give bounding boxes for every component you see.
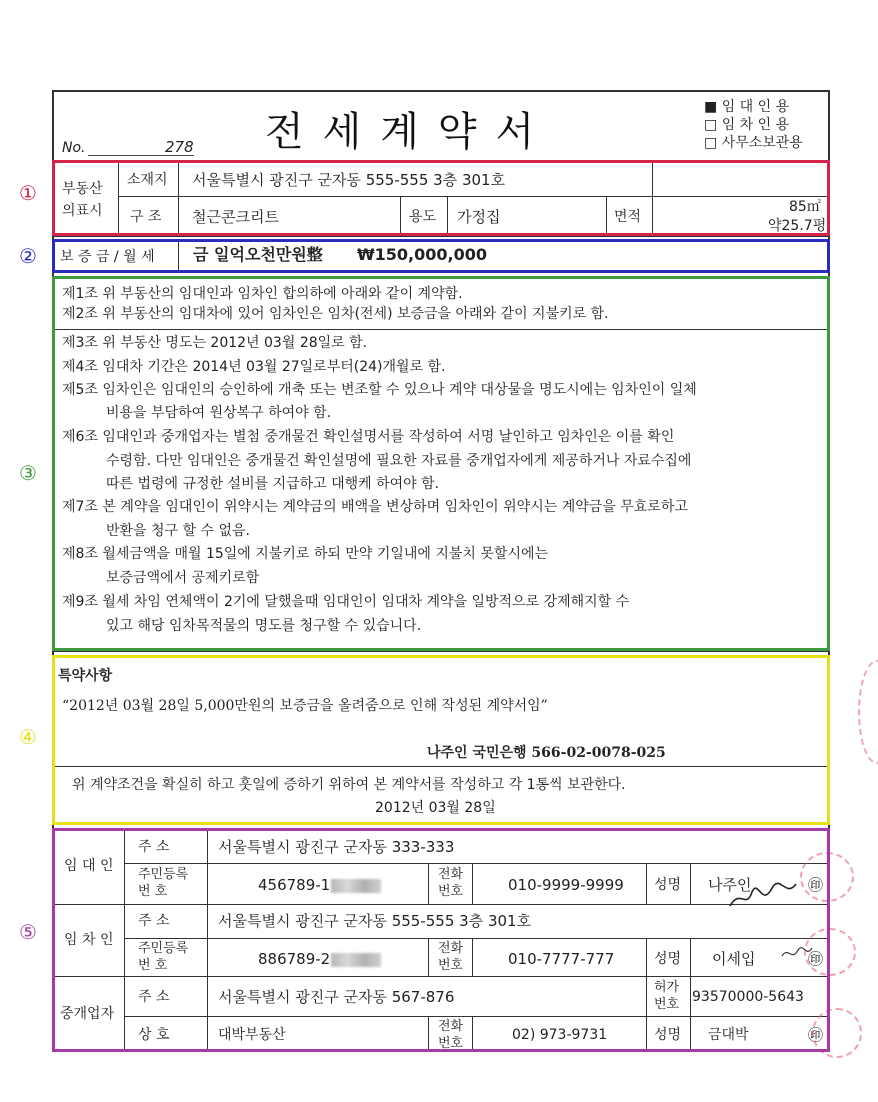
broker-license-label-2: 번호 xyxy=(654,997,680,1012)
broker-company: 대박부동산 xyxy=(218,1027,286,1043)
broker-company-label: 상 호 xyxy=(138,1027,170,1043)
broker-phone-label-2: 번호 xyxy=(438,1036,464,1051)
highlight-box-3 xyxy=(52,276,830,651)
highlight-box-4 xyxy=(52,655,830,825)
broker-phone: 02) 973-9731 xyxy=(512,1027,608,1043)
landlord-name: 나주인 xyxy=(708,876,752,894)
landlord-name-label: 성명 xyxy=(654,877,682,893)
section-marker-3: ③ xyxy=(19,461,37,485)
article-8: 제8조 월세금액을 매월 15일에 지불키로 하되 만약 기일내에 지불치 못할시에는 xyxy=(62,546,549,562)
deposit-amount-number: ₩150,000,000 xyxy=(357,245,487,264)
tenant-id-label-2: 번 호 xyxy=(138,958,168,973)
article-6-cont-2: 따른 법령에 규정한 설비를 지급하고 대행케 하여야 함. xyxy=(106,476,440,492)
broker-address-label: 주 소 xyxy=(138,989,170,1005)
broker-license-label-1: 허가 xyxy=(654,980,680,995)
closing-statement: 위 계약조건을 확실히 하고 훗일에 증하기 위하여 본 계약서를 작성하고 각 1통씩 보관한다. xyxy=(72,777,626,793)
property-area-pyeong: 약25.7평 xyxy=(768,218,827,234)
broker-seal: ㊞ xyxy=(808,1026,824,1044)
broker-name-label: 성명 xyxy=(654,1027,682,1043)
tenant-seal: ㊞ xyxy=(808,950,824,968)
property-label-line2: 의표시 xyxy=(62,203,103,219)
property-label-line1: 부동산 xyxy=(62,181,103,197)
article-7: 제7조 본 계약을 임대인이 위약시는 계약금의 배액을 변상하며 임차인이 위약시는 계약금을 무효로하고 xyxy=(62,499,688,515)
broker-name: 금대박 xyxy=(708,1027,749,1043)
contract-date: 2012년 03월 28일 xyxy=(375,800,496,816)
deposit-amount-text: 금 일억오천만원整 xyxy=(193,245,323,264)
landlord-seal: ㊞ xyxy=(808,876,824,894)
red-seal-stamp xyxy=(858,660,878,764)
tenant-phone-label-2: 번호 xyxy=(438,958,464,973)
landlord-phone: 010-9999-9999 xyxy=(508,876,624,894)
highlight-box-5 xyxy=(52,828,830,1052)
highlight-box-2 xyxy=(52,239,830,273)
section-marker-2: ② xyxy=(19,244,37,268)
broker-label: 중개업자 xyxy=(60,1006,115,1022)
highlight-box-1 xyxy=(52,160,830,236)
landlord-id-label-2: 번 호 xyxy=(138,884,168,899)
property-area-m2: 85㎡ xyxy=(789,199,821,215)
deposit-label: 보 증 금 / 월 세 xyxy=(60,249,155,265)
property-location: 서울특별시 광진구 군자동 555-555 3층 301호 xyxy=(192,171,506,189)
article-9: 제9조 월세 차임 연체액이 2기에 달했을때 임대인이 임대차 계약을 일방적으로 강제해지할 수 xyxy=(62,594,630,610)
special-terms-quote: “2012년 03월 28일 5,000만원의 보증금을 올려줌으로 인해 작성된 계약서임” xyxy=(62,698,548,714)
article-7-cont: 반환을 청구 할 수 없음. xyxy=(106,523,250,539)
article-3: 제3조 위 부동산 명도는 2012년 03월 28일로 함. xyxy=(62,335,368,351)
tenant-address-label: 주 소 xyxy=(138,913,170,929)
landlord-phone-label-2: 번호 xyxy=(438,884,464,899)
landlord-address-label: 주 소 xyxy=(138,839,170,855)
tenant-id-number: 886789-2 xyxy=(258,950,381,968)
payment-account: 나주인 국민은행 566-02-0078-025 xyxy=(427,745,666,761)
area-label: 면적 xyxy=(614,209,642,225)
article-5-cont: 비용을 부담하여 원상복구 하여야 함. xyxy=(106,405,332,421)
landlord-id-label-1: 주민등록 xyxy=(138,867,189,882)
tenant-label: 임 차 인 xyxy=(64,932,114,948)
property-use: 가정집 xyxy=(457,208,501,226)
article-6-cont-1: 수령함. 다만 임대인은 중개물건 확인설명에 필요한 자료를 중개업자에게 제공하거나 자료수집에 xyxy=(106,453,692,469)
tenant-name-label: 성명 xyxy=(654,951,682,967)
tenant-phone-label-1: 전화 xyxy=(438,941,464,956)
article-5: 제5조 임차인은 임대인의 승인하에 개축 또는 변조할 수 있으나 계약 대상물을 명도시에는 임차인이 일체 xyxy=(62,382,697,398)
page-title: 전세계약서 xyxy=(265,109,554,155)
article-8-cont: 보증금액에서 공제키로함 xyxy=(106,570,260,586)
broker-address: 서울특별시 광진구 군자동 567-876 xyxy=(218,988,455,1006)
article-4: 제4조 임대차 기간은 2014년 03월 27일로부터(24)개월로 함. xyxy=(62,359,446,375)
contract-number-label: No. xyxy=(62,140,86,156)
tenant-address: 서울특별시 광진구 군자동 555-555 3층 301호 xyxy=(218,912,532,930)
tenant-phone: 010-7777-777 xyxy=(508,950,615,968)
broker-license-number: 93570000-5643 xyxy=(692,989,804,1005)
tenant-id-label-1: 주민등록 xyxy=(138,941,189,956)
article-6: 제6조 임대인과 중개업자는 별첨 중개물건 확인설명서를 작성하여 서명 날인하고 임차인은 이를 확인 xyxy=(62,429,675,445)
location-label: 소재지 xyxy=(127,172,168,188)
copy-option-tenant: □ 임 차 인 용 xyxy=(704,117,790,133)
structure-label: 구 조 xyxy=(130,209,162,225)
use-label: 용도 xyxy=(409,209,437,225)
tenant-name: 이세입 xyxy=(712,950,756,968)
section-marker-4: ④ xyxy=(19,725,37,749)
landlord-id-number: 456789-1 xyxy=(258,876,381,894)
landlord-address: 서울특별시 광진구 군자동 333-333 xyxy=(218,838,455,856)
special-terms-heading: 특약사항 xyxy=(58,668,113,684)
landlord-phone-label-1: 전화 xyxy=(438,867,464,882)
copy-option-landlord: ■ 임 대 인 용 xyxy=(704,99,790,115)
article-1: 제1조 위 부동산의 임대인과 임차인 합의하에 아래와 같이 계약함. xyxy=(62,286,463,302)
landlord-label: 임 대 인 xyxy=(64,858,114,874)
broker-phone-label-1: 전화 xyxy=(438,1019,464,1034)
article-2: 제2조 위 부동산의 임대차에 있어 임차인은 임차(전세) 보증금을 아래와 같이 지불키로 함. xyxy=(62,306,609,322)
article-9-cont: 있고 해당 임차목적물의 명도를 청구할 수 있습니다. xyxy=(106,618,422,634)
contract-number: 278 xyxy=(165,138,194,156)
copy-option-office: □ 사무소보관용 xyxy=(704,135,803,151)
section-marker-1: ① xyxy=(19,181,37,205)
section-marker-5: ⑤ xyxy=(19,920,37,944)
property-structure: 철근콘크리트 xyxy=(192,208,279,226)
